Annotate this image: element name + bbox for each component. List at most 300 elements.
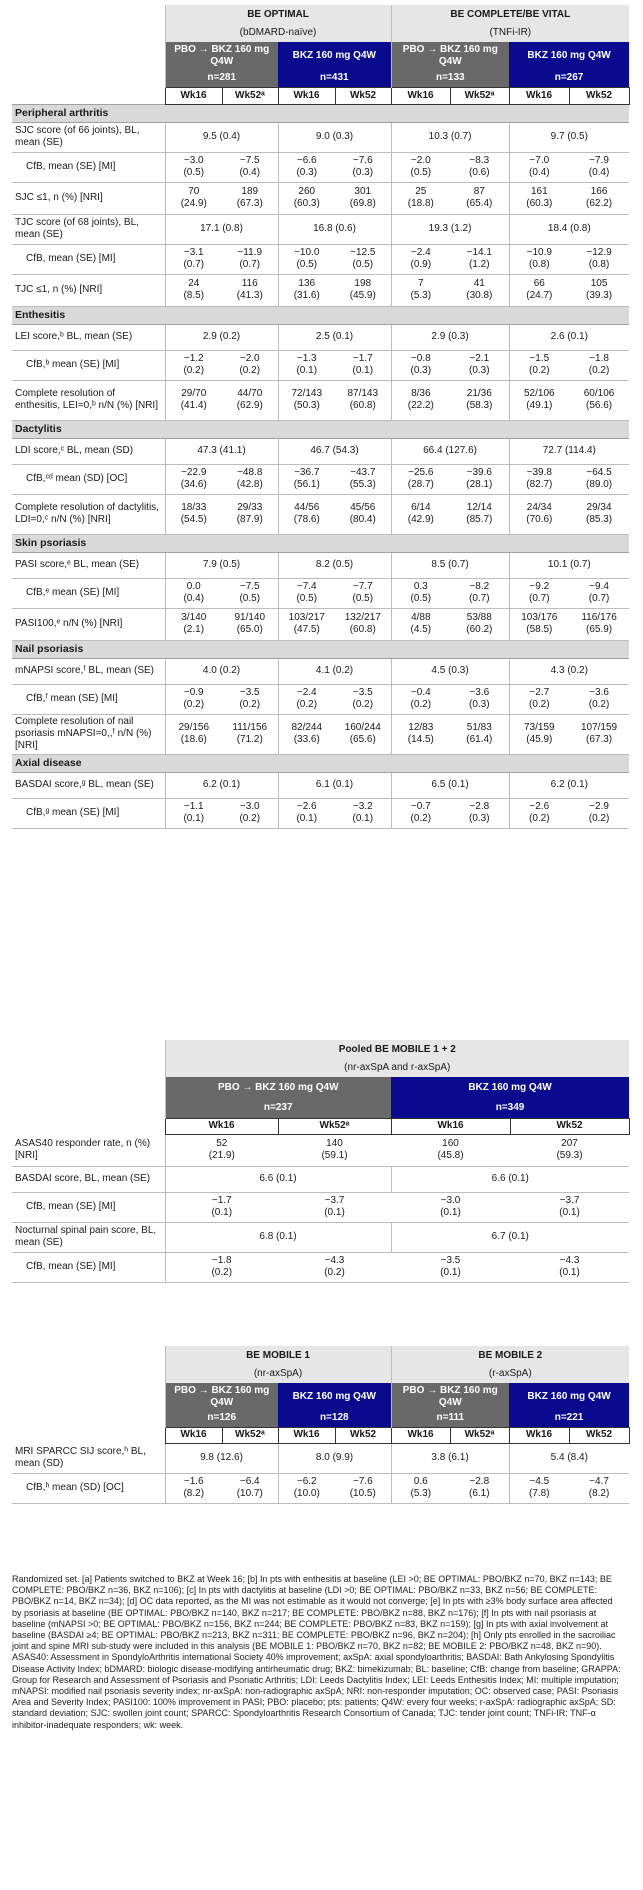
cell-ci: (65.0) [236, 624, 263, 635]
week-header: Wk16 [165, 87, 222, 104]
cell-value: 87/143 [347, 388, 379, 399]
cell-ci: (0.1) [183, 813, 205, 824]
cell-value: −9.2 [529, 581, 550, 592]
cell-ci: (0.2) [410, 699, 432, 710]
baseline-value: 8.2 (0.5) [278, 552, 391, 578]
cell-ci: (0.7) [469, 593, 490, 604]
cell-ci: (0.1) [352, 813, 374, 824]
table-cell [569, 380, 629, 420]
table-cell [391, 152, 450, 182]
cell-value: −4.7 [589, 1476, 609, 1487]
cell-value: −2.0 [410, 155, 431, 166]
cell-value: 7 [418, 278, 424, 289]
cell-value: −7.5 [239, 155, 260, 166]
cell-value: −11.9 [237, 247, 263, 258]
study-title-be-mobile-2: BE MOBILE 2 [391, 1346, 629, 1365]
cell-ci: (0.5) [239, 593, 261, 604]
cell-value: −3.7 [324, 1195, 345, 1206]
baseline-value: 7.9 (0.5) [165, 552, 278, 578]
arm-name: PBO → BKZ 160 mg Q4W [165, 42, 278, 69]
section-title: Enthesitis [12, 306, 629, 324]
cell-ci: (0.9) [410, 259, 432, 270]
table-cell [391, 274, 450, 306]
cell-value: −3.5 [440, 1255, 461, 1266]
cell-ci: (80.4) [349, 514, 376, 525]
cell-ci: (22.2) [407, 400, 434, 411]
cell-value: −1.6 [183, 1476, 204, 1487]
cell-ci: (0.4) [588, 167, 610, 178]
cell-value: −64.5 [586, 467, 612, 478]
cell-ci: (0.6) [469, 167, 490, 178]
cell-value: −1.2 [183, 353, 204, 364]
table-cell [569, 1473, 629, 1503]
table-cell [278, 714, 335, 754]
cell-value: 301 [354, 186, 372, 197]
table-cell [335, 714, 391, 754]
table-cell [450, 152, 509, 182]
table-cell [222, 182, 278, 214]
cell-ci: (89.0) [585, 479, 613, 490]
row-label: CfB, mean (SE) [MI] [12, 152, 165, 182]
cell-ci: (1.2) [469, 259, 490, 270]
cell-ci: (0.2) [529, 699, 550, 710]
table-cell [165, 182, 222, 214]
cell-ci: (24.7) [526, 290, 553, 301]
cell-value: −8.2 [469, 581, 490, 592]
cell-value: 60/106 [583, 388, 615, 399]
table-cell [278, 1252, 391, 1282]
table-cell [569, 182, 629, 214]
cell-value: −7.6 [352, 155, 373, 166]
cell-value: −3.6 [589, 687, 609, 698]
arm-name: PBO → BKZ 160 mg Q4W [391, 1383, 509, 1410]
row-label: LEI score,ᵇ BL, mean (SE) [12, 324, 165, 350]
table-cell [509, 274, 569, 306]
table-row [12, 244, 629, 274]
cell-value: −3.1 [183, 247, 204, 258]
cell-value: 3/140 [181, 612, 207, 623]
cell-value: 29/70 [181, 388, 207, 399]
cell-value: −12.5 [350, 247, 376, 258]
table-cell [510, 1192, 629, 1222]
cell-ci: (0.3) [469, 813, 490, 824]
cell-ci: (82.7) [526, 479, 553, 490]
row-label: CfB,ᶠ mean (SE) [MI] [12, 684, 165, 714]
cell-value: −2.4 [296, 687, 317, 698]
table-cell [278, 494, 335, 534]
cell-ci: (5.3) [410, 1488, 432, 1499]
cell-ci: (0.2) [296, 699, 318, 710]
table-cell [510, 1134, 629, 1166]
table-cell [450, 798, 509, 828]
baseline-value: 66.4 (127.6) [391, 438, 509, 464]
cell-ci: (0.2) [588, 813, 610, 824]
table-cell [569, 152, 629, 182]
table-cell [391, 798, 450, 828]
cell-ci: (60.8) [349, 400, 376, 411]
cell-value: 132/217 [344, 612, 381, 623]
cell-value: 161 [530, 186, 548, 197]
section-header-row [12, 104, 629, 122]
cell-ci: (14.5) [407, 734, 434, 745]
table-row [12, 274, 629, 306]
cell-value: 207 [561, 1138, 578, 1149]
cell-value: 45/56 [350, 502, 376, 513]
table-cell [450, 684, 509, 714]
table-cell [569, 608, 629, 640]
cell-value: 41 [473, 278, 485, 289]
cell-value: −1.3 [296, 353, 317, 364]
week-header: Wk16 [509, 87, 569, 104]
footnotes: Randomized set. [a] Patients switched to BKZ at Week 16; [b] In pts with enthesitis at baseline (LEI >0; BE OPTIMAL: PBO/BKZ n=70, BKZ n=143; BE COMPLETE: PBO/BKZ n=36, BKZ n=106); [c] In pts with dactylitis at baseline (LDI >0; BE OPTIMAL: PBO/BKZ n=33, BKZ n=56; BE COMPLETE: PBO/BKZ n=14, BKZ n=34); [d] OC data reported, as the MI was not estimable as it would not converge; [e] In pts with ≥3% body surface area affected by psoriasis at baseline (BE OPTIMAL: PBO/BKZ n=140, BKZ n=217; BE COMPLETE: PBO/BKZ n=88, BKZ n=176); [f] In pts with nail psoriasis at baseline (mNAPSI >0; BE OPTIMAL: PBO/BKZ n=156, BKZ n=244; BE COMPLETE: PBO/BKZ n=83, BKZ n=159); [g] In pts with axial involvement at baseline (BASDAI ≥4; BE OPTIMAL: PBO/BKZ n=213, BKZ n=311; BE COMPLETE: PBO/BKZ n=96, BKZ n=204); [h] Only pts enrolled in the sacroiliac joint and spine MRI sub-study were included in this analysis (BE MOBILE 1: PBO/BKZ n=70, BKZ n=82; BE MOBILE 2: PBO/BKZ n=48, BKZ n=90). ASAS40: Assessment in SpondyloArthritis international Society 40% improvement; axSpA: axial spondyloarthritis; BASDAI: Bath Ankylosing Spondylitis Disease Activity Index; bDMARD: biologic disease-modifying antirheumatic drug; BKZ: bimekizumab; BL: baseline; CfB: change from baseline; GRAPPA: Group for Research and Assessment of Psoriasis and Psoriatic Arthritis; LDI: Leeds Dactylitis Index; LEI: Leeds Enthesitis Index; MI: multiple imputation; mNAPSI: modified nail psoriasis severity index; nr-axSpA: non-radiographic axSpA; NRI: non-responder imputation; OC: observed case; PASI: Psoriasis Area and Severity Index; PASI100: 100% improvement in PASI; PBO: placebo; pts: patients; Q4W: every four weeks; r-axSpA: radiographic axSpA; SD: standard deviation; SJC: swollen joint count; SPARCC: Spondyloarthritis Research Consortium of Canada; TJC: tender joint count; TNFi-IR: TNF-α inhibitor-inadequate responders; wk: week. [12, 1574, 621, 1730]
cell-value: −2.8 [469, 1476, 490, 1487]
table-cell [569, 578, 629, 608]
table-body [12, 104, 629, 828]
table-cell [165, 798, 222, 828]
cell-value: 160/244 [344, 722, 381, 733]
baseline-value: 18.4 (0.8) [509, 214, 629, 244]
cell-ci: (0.2) [324, 1267, 345, 1278]
cell-ci: (0.1) [559, 1267, 580, 1278]
baseline-value: 17.1 (0.8) [165, 214, 278, 244]
cell-value: 91/140 [234, 612, 266, 623]
cell-ci: (0.5) [352, 259, 374, 270]
table-cell [391, 464, 450, 494]
table-cell [335, 684, 391, 714]
baseline-value: 16.8 (0.6) [278, 214, 391, 244]
table-cell [391, 244, 450, 274]
cell-ci: (65.4) [466, 198, 493, 209]
table-cell [165, 464, 222, 494]
week-header: Wk16 [391, 87, 450, 104]
cell-ci: (10.7) [236, 1488, 263, 1499]
baseline-value: 6.2 (0.1) [509, 772, 629, 798]
table-cell [509, 152, 569, 182]
cell-value: 6/14 [411, 502, 431, 513]
table-cell [509, 182, 569, 214]
cell-value: −0.7 [410, 801, 431, 812]
cell-value: 24 [188, 278, 200, 289]
cell-value: 260 [298, 186, 316, 197]
efficacy-table-psa [12, 5, 630, 829]
cell-ci: (60.8) [349, 624, 376, 635]
baseline-value: 2.6 (0.1) [509, 324, 629, 350]
table-row [12, 1166, 629, 1192]
cell-value: −6.6 [296, 155, 317, 166]
table-cell [509, 608, 569, 640]
table-cell [391, 714, 450, 754]
row-label: CfB, mean (SE) [MI] [12, 1192, 165, 1222]
table-row [12, 214, 629, 244]
cell-ci: (55.3) [349, 479, 376, 490]
row-label: CfB,ᵇ mean (SE) [MI] [12, 350, 165, 380]
section-header-row [12, 754, 629, 772]
table-cell [509, 244, 569, 274]
table-row [12, 1443, 629, 1473]
table-cell [509, 494, 569, 534]
row-label: CfB, mean (SE) [MI] [12, 1252, 165, 1282]
table-cell [569, 798, 629, 828]
baseline-value: 10.3 (0.7) [391, 122, 509, 152]
baseline-value: 6.5 (0.1) [391, 772, 509, 798]
study-subtitle-be-complete: (TNFi-IR) [391, 24, 629, 42]
cell-value: −2.7 [529, 687, 550, 698]
cell-value: 116 [241, 278, 258, 289]
table-cell [278, 244, 335, 274]
row-label: CfB, mean (SE) [MI] [12, 244, 165, 274]
cell-value: −10.9 [526, 247, 552, 258]
table-cell [165, 1134, 278, 1166]
cell-ci: (0.5) [410, 593, 432, 604]
cell-value: −7.4 [296, 581, 317, 592]
table-cell [335, 380, 391, 420]
cell-ci: (0.8) [588, 259, 610, 270]
arm-n: n=349 [391, 1099, 629, 1118]
table-cell [391, 1192, 510, 1222]
table-cell [391, 608, 450, 640]
row-label: Complete resolution of enthesitis, LEI=0,ᵇ n/N (%) [NRI] [12, 380, 165, 420]
cell-ci: (0.4) [183, 593, 205, 604]
cell-value: −39.8 [526, 467, 552, 478]
table-row [12, 772, 629, 798]
table-cell [509, 798, 569, 828]
cell-ci: (10.0) [293, 1488, 320, 1499]
cell-ci: (8.2) [183, 1488, 205, 1499]
week-header: Wk16 [391, 1427, 450, 1443]
cell-ci: (0.2) [211, 1267, 233, 1278]
cell-ci: (58.5) [526, 624, 553, 635]
baseline-value: 3.8 (6.1) [391, 1443, 509, 1473]
row-label: CfB,ᶜᵈ mean (SD) [OC] [12, 464, 165, 494]
cell-ci: (24.9) [180, 198, 207, 209]
table-cell [278, 608, 335, 640]
table-cell [510, 1252, 629, 1282]
pooled-study-title: Pooled BE MOBILE 1 + 2 [165, 1040, 629, 1059]
baseline-value: 6.8 (0.1) [165, 1222, 391, 1252]
table-cell [450, 464, 509, 494]
table-cell [278, 464, 335, 494]
table-cell [450, 1473, 509, 1503]
table-cell [450, 608, 509, 640]
arm-name: PBO → BKZ 160 mg Q4W [391, 42, 509, 69]
row-label: Nocturnal spinal pain score, BL, mean (SE) [12, 1222, 165, 1252]
table-cell [278, 274, 335, 306]
cell-ci: (8.2) [588, 1488, 610, 1499]
table-cell [222, 464, 278, 494]
cell-ci: (5.3) [410, 290, 432, 301]
baseline-value: 6.1 (0.1) [278, 772, 391, 798]
cell-value: 140 [326, 1138, 343, 1149]
table-cell [222, 152, 278, 182]
section-header-row [12, 534, 629, 552]
cell-ci: (21.9) [208, 1150, 235, 1161]
cell-value: −22.9 [181, 467, 207, 478]
table-cell [450, 380, 509, 420]
table-cell [391, 1473, 450, 1503]
cell-ci: (45.8) [437, 1150, 464, 1161]
table-cell [509, 578, 569, 608]
row-label: PASI100,ᵉ n/N (%) [NRI] [12, 608, 165, 640]
table-cell [165, 244, 222, 274]
cell-ci: (54.5) [180, 514, 207, 525]
cell-ci: (0.1) [296, 365, 318, 376]
cell-value: −14.1 [466, 247, 492, 258]
cell-ci: (0.2) [410, 813, 432, 824]
table-cell [569, 714, 629, 754]
table-row [12, 578, 629, 608]
table-cell [509, 380, 569, 420]
table-cell [569, 244, 629, 274]
cell-ci: (60.3) [526, 198, 553, 209]
cell-value: 21/36 [466, 388, 492, 399]
cell-value: 136 [298, 278, 316, 289]
table-row [12, 380, 629, 420]
table-cell [391, 684, 450, 714]
cell-value: −4.5 [529, 1476, 550, 1487]
cell-value: −2.6 [529, 801, 550, 812]
table-cell [335, 274, 391, 306]
table-cell [278, 1473, 335, 1503]
row-label: BASDAI score,ᵍ BL, mean (SE) [12, 772, 165, 798]
table-cell [222, 350, 278, 380]
table-cell [165, 1192, 278, 1222]
table-cell [335, 798, 391, 828]
arm-n: n=221 [509, 1410, 629, 1427]
cell-value: −3.5 [239, 687, 260, 698]
pooled-study-subtitle: (nr-axSpA and r-axSpA) [165, 1059, 629, 1077]
section-title: Skin psoriasis [12, 534, 629, 552]
table-cell [450, 494, 509, 534]
table-cell [278, 350, 335, 380]
baseline-value: 6.7 (0.1) [391, 1222, 629, 1252]
arm-n: n=126 [165, 1410, 278, 1427]
baseline-value: 4.3 (0.2) [509, 658, 629, 684]
cell-value: −1.5 [529, 353, 550, 364]
cell-value: 189 [241, 186, 259, 197]
cell-ci: (87.9) [236, 514, 263, 525]
arm-n: n=431 [278, 69, 391, 87]
cell-ci: (0.5) [296, 593, 318, 604]
cell-ci: (42.8) [236, 479, 263, 490]
table-cell [165, 608, 222, 640]
cell-ci: (0.2) [588, 365, 610, 376]
cell-ci: (28.7) [407, 479, 434, 490]
table-cell [165, 152, 222, 182]
cell-ci: (0.7) [529, 593, 550, 604]
week-header: Wk52 [335, 1427, 391, 1443]
cell-ci: (85.7) [466, 514, 493, 525]
cell-ci: (0.2) [239, 699, 261, 710]
cell-ci: (39.3) [585, 290, 613, 301]
section-header-row [12, 640, 629, 658]
cell-value: −3.2 [352, 801, 373, 812]
section-header-row [12, 306, 629, 324]
cell-value: 18/33 [181, 502, 207, 513]
baseline-value: 2.9 (0.3) [391, 324, 509, 350]
cell-ci: (67.3) [585, 734, 613, 745]
cell-value: −7.5 [239, 581, 260, 592]
cell-value: 52 [216, 1138, 228, 1149]
table-cell [278, 578, 335, 608]
cell-ci: (85.3) [585, 514, 613, 525]
table-cell [222, 608, 278, 640]
table-row [12, 152, 629, 182]
week-header: Wk16 [278, 87, 335, 104]
cell-ci: (78.6) [293, 514, 320, 525]
baseline-value: 72.7 (114.4) [509, 438, 629, 464]
cell-ci: (0.1) [440, 1207, 461, 1218]
table-cell [509, 714, 569, 754]
cell-ci: (45.9) [349, 290, 376, 301]
week-header: Wk16 [165, 1118, 278, 1134]
cell-ci: (0.5) [183, 167, 205, 178]
table-cell [278, 152, 335, 182]
cell-ci: (18.6) [180, 734, 207, 745]
cell-value: 8/36 [411, 388, 431, 399]
table-cell [569, 464, 629, 494]
cell-ci: (0.2) [183, 699, 205, 710]
baseline-value: 9.8 (12.6) [165, 1443, 278, 1473]
baseline-value: 6.6 (0.1) [391, 1166, 629, 1192]
cell-ci: (18.8) [407, 198, 434, 209]
cell-value: 70 [188, 186, 200, 197]
table-cell [335, 244, 391, 274]
arm-name: PBO → BKZ 160 mg Q4W [165, 1077, 391, 1099]
cell-ci: (0.2) [239, 813, 261, 824]
cell-value: −9.4 [589, 581, 609, 592]
cell-value: −4.3 [324, 1255, 345, 1266]
cell-value: −2.1 [469, 353, 490, 364]
table-cell [165, 714, 222, 754]
table-cell [391, 1134, 510, 1166]
table-cell [222, 244, 278, 274]
cell-ci: (41.4) [180, 400, 207, 411]
table-cell [450, 182, 509, 214]
cell-ci: (0.1) [559, 1207, 580, 1218]
cell-value: 12/14 [466, 502, 492, 513]
table-cell [335, 350, 391, 380]
row-label: TJC score (of 68 joints), BL, mean (SE) [12, 214, 165, 244]
cell-ci: (28.1) [466, 479, 493, 490]
table-body [12, 1443, 629, 1503]
cell-value: −7.0 [529, 155, 550, 166]
cell-ci: (0.2) [352, 699, 374, 710]
table-cell [165, 1473, 222, 1503]
week-header: Wk52ᵃ [450, 1427, 509, 1443]
arm-n: n=281 [165, 69, 278, 87]
cell-value: 116/176 [581, 612, 617, 623]
table-row [12, 122, 629, 152]
baseline-value: 4.0 (0.2) [165, 658, 278, 684]
table-row [12, 658, 629, 684]
cell-ci: (0.3) [410, 365, 432, 376]
cell-ci: (0.2) [588, 699, 610, 710]
cell-value: 51/83 [466, 722, 492, 733]
cell-ci: (71.2) [236, 734, 263, 745]
cell-ci: (50.3) [293, 400, 320, 411]
cell-value: −3.5 [352, 687, 373, 698]
cell-ci: (0.2) [239, 365, 261, 376]
cell-ci: (60.3) [293, 198, 320, 209]
row-label: CfB,ʰ mean (SD) [OC] [12, 1473, 165, 1503]
arm-name: BKZ 160 mg Q4W [509, 1383, 629, 1410]
cell-value: 0.3 [413, 581, 428, 592]
table-cell [165, 1252, 278, 1282]
table-row [12, 608, 629, 640]
table-cell [222, 578, 278, 608]
table-row [12, 1192, 629, 1222]
cell-value: 0.0 [186, 581, 201, 592]
